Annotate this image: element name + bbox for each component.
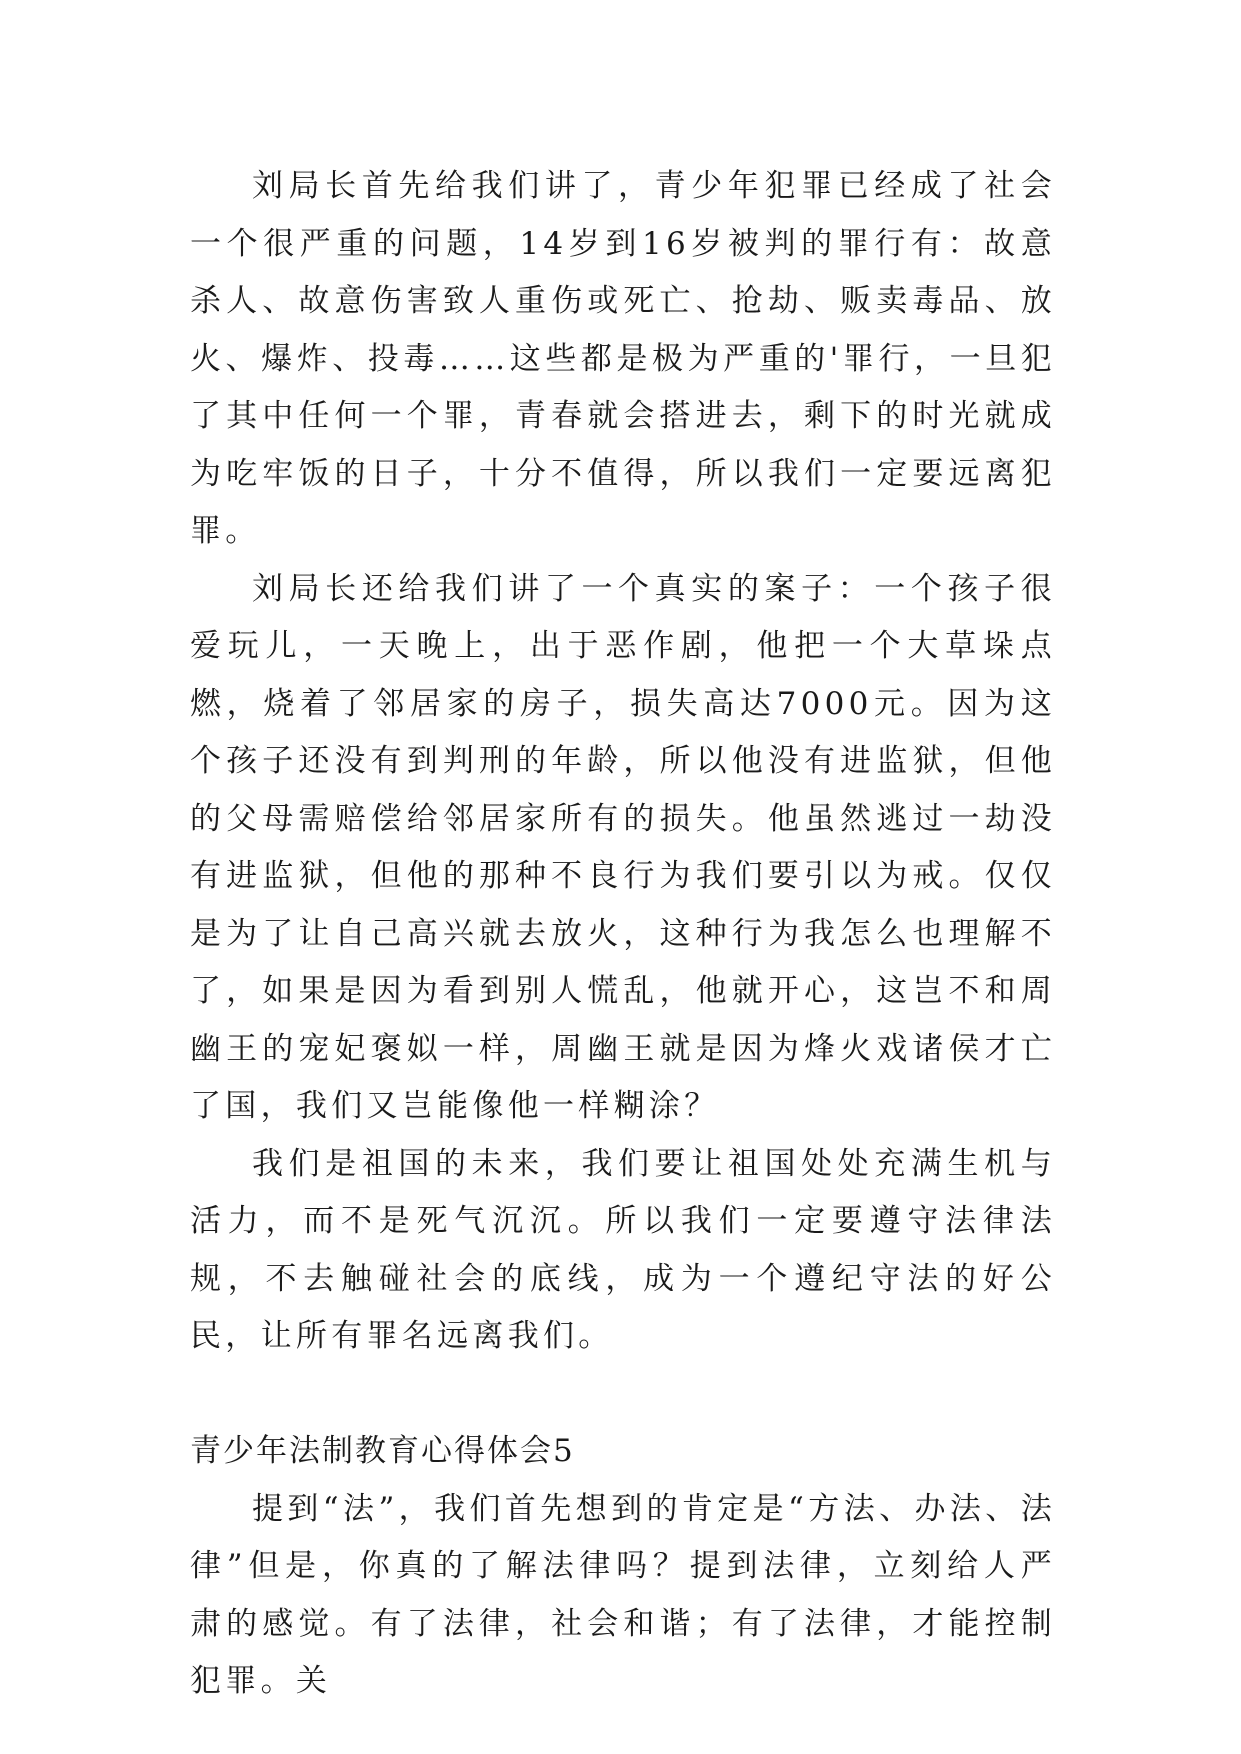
- document-body: [190, 158, 1056, 1711]
- paragraph-3: 我们是祖国的未来，我们要让祖国处处充满生机与活力，而不是死气沉沉。所以我们一定要遵守法律法规，不去触碰社会的底线，成为一个遵纪守法的好公民，让所有罪名远离我们。: [190, 1145, 1056, 1354]
- section-heading: 青少年法制教育心得体会5: [190, 1433, 575, 1469]
- paragraph-4: 提到“法”，我们首先想到的肯定是“方法、办法、法律”但是，你真的了解法律吗？提到法律，立刻给人严肃的感觉。有了法律，社会和谐；有了法律，才能控制犯罪。关: [190, 1490, 1056, 1699]
- paragraph-1: 刘局长首先给我们讲了，青少年犯罪已经成了社会一个很严重的问题，14岁到16岁被判的罪行有：故意杀人、故意伤害致人重伤或死亡、抢劫、贩卖毒品、放火、爆炸、投毒……这些都是极为严重的'罪行，一旦犯了其中任何一个罪，青春就会搭进去，剩下的时光就成为吃牢饭的日子，十分不值得，所以我们一定要远离犯罪。: [190, 168, 1056, 549]
- paragraph-2: 刘局长还给我们讲了一个真实的案子：一个孩子很爱玩儿，一天晚上，出于恶作剧，他把一个大草垛点燃，烧着了邻居家的房子，损失高达7000元。因为这个孩子还没有到判刑的年龄，所以他没有进监狱，但他的父母需赔偿给邻居家所有的损失。他虽然逃过一劫没有进监狱，但他的那种不良行为我们要引以为戒。仅仅是为了让自己高兴就去放火，这种行为我怎么也理解不了，如果是因为看到别人慌乱，他就开心，这岂不和周幽王的宠妃褒姒一样，周幽王就是因为烽火戏诸侯才亡了国，我们又岂能像他一样糊涂？: [190, 570, 1056, 1124]
